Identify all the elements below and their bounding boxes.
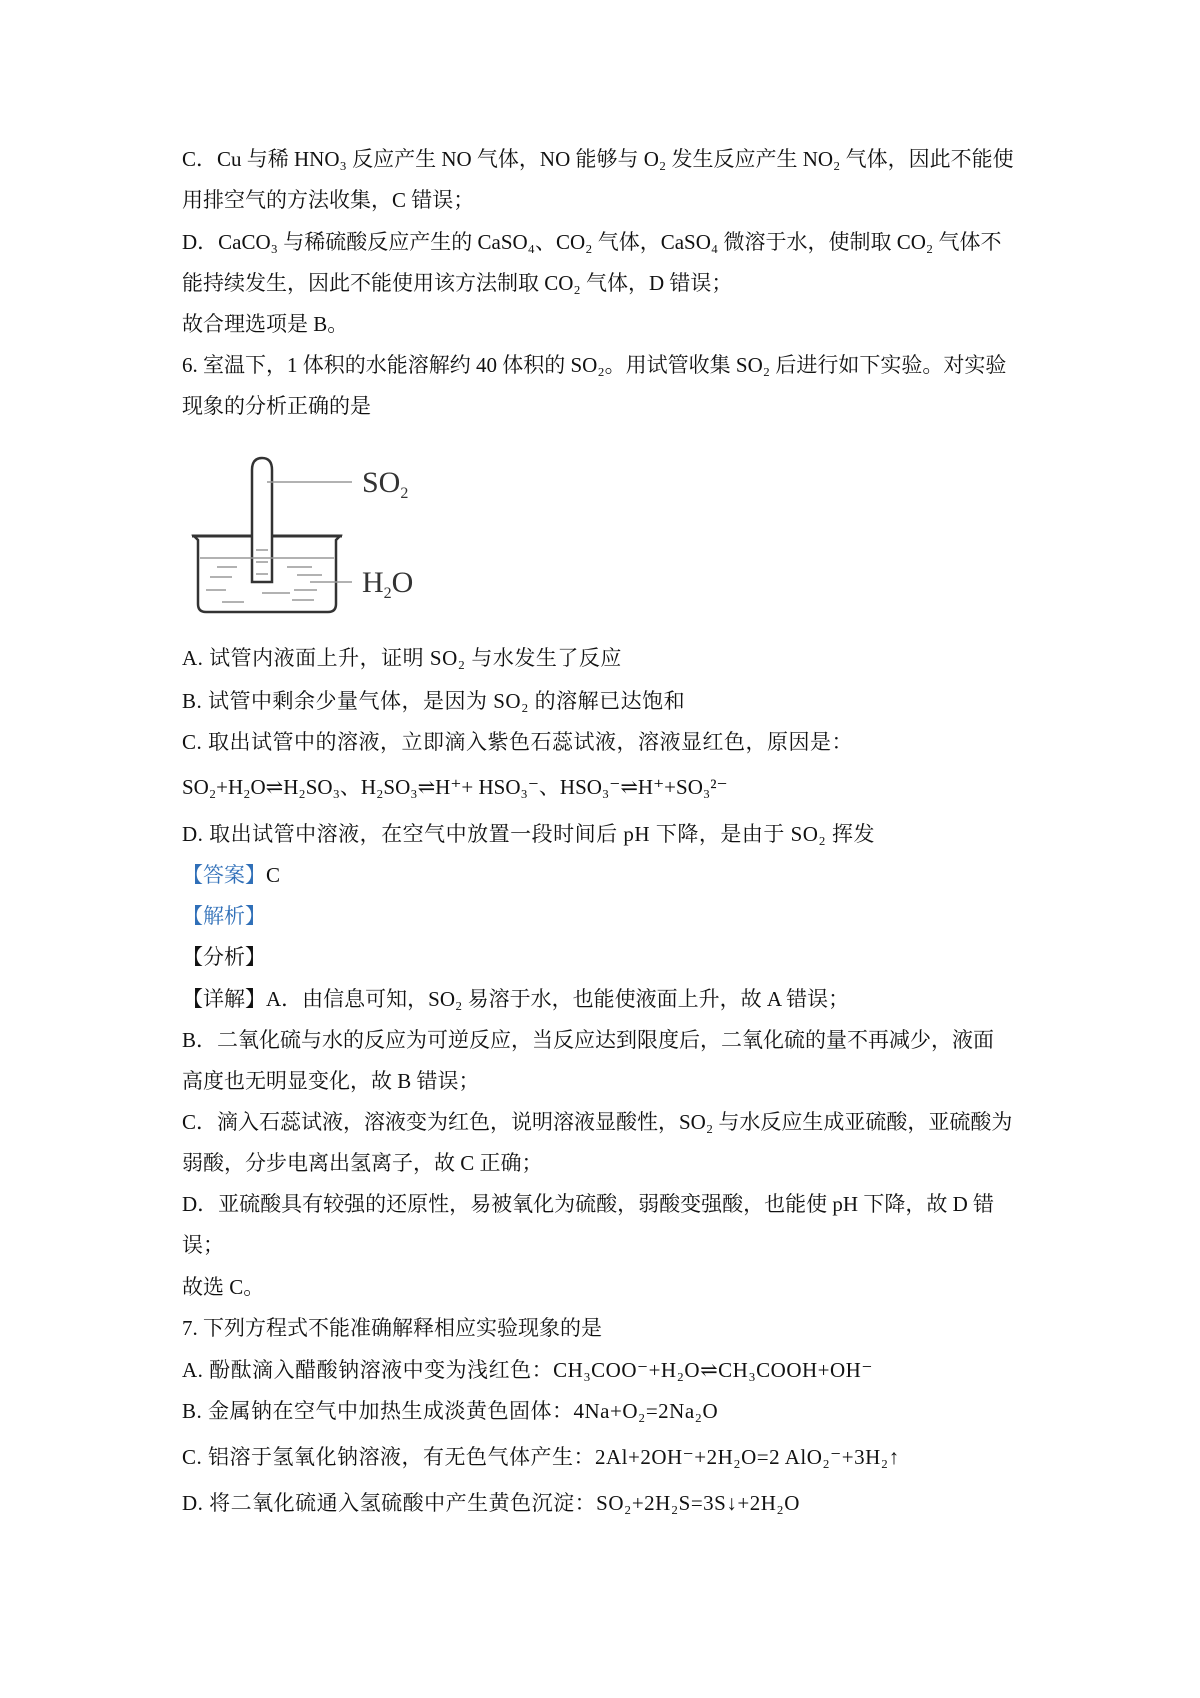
text-line: 弱酸，分步电离出氢离子，故 C 正确； (182, 1151, 543, 1175)
answer-label: 【答案】 (182, 863, 266, 887)
h2o-label: $H_2O$ (362, 566, 414, 602)
text-line: C．Cu 与稀 HNO₃ 反应产生 NO 气体，NO 能够与 O₂ 发生反应产生 NO₂ 气体，因此不能使 (182, 147, 1014, 171)
option-c: C. 铝溶于氢氧化钠溶液，有无色气体产生：2Al+2OH⁻+2H₂O=2 AlO₂⁻+3H₂↑ (182, 1445, 900, 1469)
answer-value: C (266, 863, 281, 887)
question-6-stem: 现象的分析正确的是 (182, 394, 371, 418)
text-line: B．二氧化硫与水的反应为可逆反应，当反应达到限度后，二氧化硫的量不再减少，液面 (182, 1028, 995, 1052)
option-d: D. 取出试管中溶液，在空气中放置一段时间后 pH 下降，是由于 SO₂ 挥发 (182, 822, 875, 846)
text-line: C．滴入石蕊试液，溶液变为红色，说明溶液显酸性，SO₂ 与水反应生成亚硫酸，亚硫酸为 (182, 1110, 1013, 1134)
test-tube-in-beaker-figure (182, 430, 452, 630)
option-a: A. 试管内液面上升，证明 SO₂ 与水发生了反应 (182, 646, 622, 670)
analysis-label: 【解析】 (182, 904, 266, 928)
so2-label: $SO_2$ (362, 466, 409, 502)
text-line: D．亚硫酸具有较强的还原性，易被氧化为硫酸，弱酸变强酸，也能使 pH 下降，故 D 错 (182, 1192, 994, 1216)
text-line: 故选 C。 (182, 1275, 265, 1299)
option-a: A. 酚酞滴入醋酸钠溶液中变为浅红色：CH₃COO⁻+H₂O⇌CH₃COOH+OH⁻ (182, 1358, 873, 1382)
text-line: 故合理选项是 B。 (182, 312, 349, 336)
question-6-stem: 6. 室温下，1 体积的水能溶解约 40 体积的 SO₂。用试管收集 SO₂ 后进行如下实验。对实验 (182, 353, 1007, 377)
text-line: 能持续发生，因此不能使用该方法制取 CO₂ 气体，D 错误； (182, 271, 733, 295)
question-7-stem: 7. 下列方程式不能准确解释相应实验现象的是 (182, 1316, 602, 1340)
option-b: B. 金属钠在空气中加热生成淡黄色固体：4Na+O₂=2Na₂O (182, 1399, 719, 1423)
option-b: B. 试管中剩余少量气体，是因为 SO₂ 的溶解已达饱和 (182, 689, 686, 713)
option-d: D. 将二氧化硫通入氢硫酸中产生黄色沉淀：SO₂+2H₂S=3S↓+2H₂O (182, 1491, 800, 1515)
test-tube (252, 458, 272, 582)
text-line: D．CaCO₃ 与稀硫酸反应产生的 CaSO₄、CO₂ 气体，CaSO₄ 微溶于水，使制取 CO₂ 气体不 (182, 230, 1002, 254)
text-line: 用排空气的方法收集，C 错误； (182, 188, 475, 212)
text-line: 误； (182, 1233, 224, 1257)
option-c: C. 取出试管中的溶液，立即滴入紫色石蕊试液，溶液显红色，原因是： (182, 730, 854, 754)
text-line: 高度也无明显变化，故 B 错误； (182, 1069, 480, 1093)
answer-line (182, 863, 280, 887)
option-c-equation: SO₂+H₂O⇌H₂SO₃、H₂SO₃⇌H⁺+ HSO₃⁻、HSO₃⁻⇌H⁺+SO₃²⁻ (182, 775, 728, 799)
text-line: 【详解】A．由信息可知，SO₂ 易溶于水，也能使液面上升，故 A 错误； (182, 987, 850, 1011)
section-label: 【分析】 (182, 945, 266, 969)
